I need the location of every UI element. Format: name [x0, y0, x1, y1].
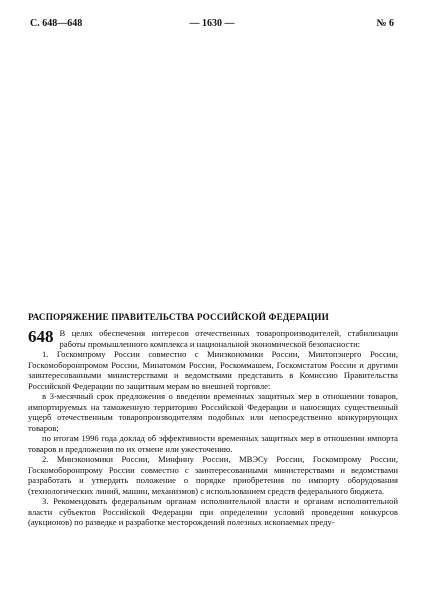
- paragraph-item-1b: по итогам 1996 года доклад об эффективности временных защитных мер в отношении импорта товаров и предложения по их отмене или ужесточению.: [28, 433, 398, 454]
- page-number: — 1630 —: [189, 18, 235, 29]
- paragraph-preamble: В целях обеспечения интересов отечественных товаропроизводителей, стабилизации работы промышленного комплекса и национальной экономической безопасности:: [59, 328, 398, 349]
- issue-number: № 6: [376, 18, 394, 29]
- page-range: С. 648—648: [30, 18, 83, 29]
- document-number: 648: [28, 327, 54, 346]
- document-body: [28, 328, 398, 528]
- page-header: [30, 18, 394, 34]
- paragraph-item-1a: в 3-месячный срок предложения о введении временных защитных мер в отношении товаров, импортируемых на таможенную территорию Российской Федерации и наносящих существенный ущерб отечественным товаропроизводителям подобных или непосредственно конкурирующих товаров;: [28, 391, 398, 433]
- document-title: РАСПОРЯЖЕНИЕ ПРАВИТЕЛЬСТВА РОССИЙСКОЙ ФЕДЕРАЦИИ: [28, 312, 329, 322]
- paragraph-item-3: 3. Рекомендовать федеральным органам исполнительной власти и органам исполнительной власти субъектов Российской Федерации при определении условий проведения конкурсов (аукционов) по разведке и разработке месторождений полезных ископаемых преду-: [28, 496, 398, 527]
- paragraph-item-2: 2. Минэкономики России, Минфину России, МВЭСу России, Госкомпрому России, Госкомоборонпрому России совместно с заинтересованными министерствами и ведомствами разработать и утвердить положение о порядке приобретения по импорту оборудования (технологических линий, машин, механизмов) с использованием средств федерального бюджета.: [28, 454, 398, 496]
- paragraph-item-1: 1. Госкомпрому России совместно с Минэкономики России, Минтопэнерго России, Госкомоборонпромом России, Минатомом России, Роскоммашем, Госкомстатом России и другими заинтересованными министерствами и ведомствами представить в Комиссию Правительства Российской Федерации по защитным мерам во внешней торговле:: [28, 349, 398, 391]
